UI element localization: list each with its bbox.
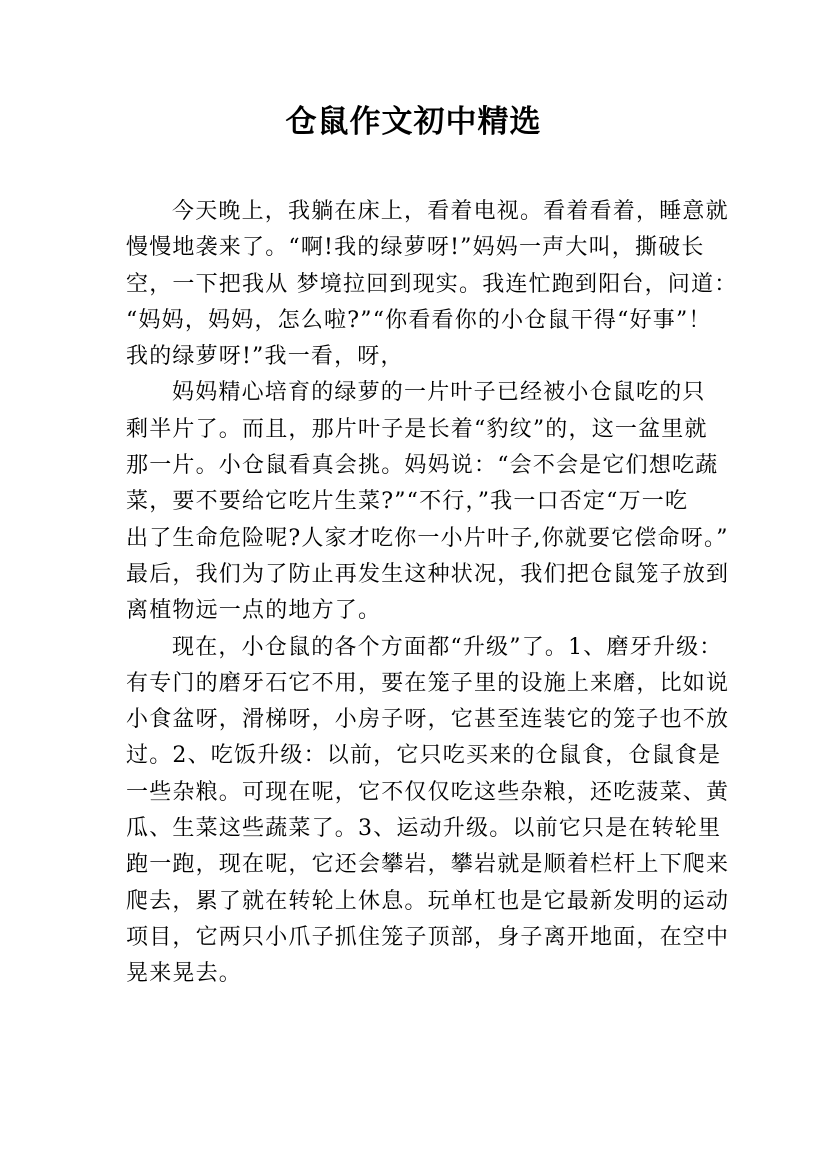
document-title: 仓鼠作文初中精选 (285, 104, 542, 140)
paragraph-line: 项目，它两只小爪子抓住笼子顶部，身子离开地面，在空中 (126, 924, 730, 950)
document-body (126, 194, 738, 993)
paragraph-line: 菜，要不要给它吃片生菜?”“不行，”我一口否定“万一吃 (126, 489, 689, 515)
paragraph-line: 过。2、吃饭升级：以前，它只吃买来的仓鼠食，仓鼠食是 (126, 743, 722, 769)
paragraph-line: 小食盆呀，滑梯呀，小房子呀，它甚至连装它的笼子也不放 (126, 707, 730, 733)
paragraph-line: 瓜、生菜这些蔬菜了。3、运动升级。以前它只是在转轮里 (126, 816, 722, 842)
paragraph-line: 最后，我们为了防止再发生这种状况，我们把仓鼠笼子放到 (126, 561, 730, 587)
paragraph-line: 晃来晃去。 (126, 961, 243, 987)
paragraph-line: 妈妈精心培育的绿萝的一片叶子已经被小仓鼠吃的只 (172, 380, 706, 406)
paragraph-line: 跑一跑，现在呢，它还会攀岩，攀岩就是顺着栏杆上下爬来 (126, 852, 730, 878)
paragraph-line: 现在，小仓鼠的各个方面都“升级”了。1、磨牙升级： (172, 634, 723, 660)
paragraph-line: 离植物远一点的地方了。 (126, 598, 382, 624)
paragraph-line: 剩半片了。而且，那片叶子是长着“豹纹”的，这一盆里就 (126, 416, 708, 442)
paragraph-line: 爬去，累了就在转轮上休息。玩单杠也是它最新发明的运动 (126, 888, 730, 914)
paragraph-line: “妈妈，妈妈，怎么啦?”“你看看你的小仓鼠干得“好事”！ (126, 307, 712, 333)
paragraph-line: 慢慢地袭来了。“啊!我的绿萝呀!”妈妈一声大叫，撕破长 (126, 235, 705, 261)
paragraph-line: 那一片。小仓鼠看真会挑。妈妈说：“会不会是它们想吃蔬 (126, 453, 719, 479)
paragraph-line: 出了生命危险呢?人家才吃你一小片叶子,你就要它偿命呀。” (126, 525, 729, 551)
paragraph-line: 空，一下把我从 梦境拉回到现实。我连忙跑到阳台，问道： (126, 271, 738, 297)
paragraph-line: 一些杂粮。可现在呢，它不仅仅吃这些杂粮，还吃菠菜、黄 (126, 779, 730, 805)
paragraph-line: 有专门的磨牙石它不用，要在笼子里的设施上来磨，比如说 (126, 670, 730, 696)
paragraph-line: 今天晚上，我躺在床上，看着电视。看着看着，睡意就 (172, 199, 729, 224)
paragraph-line: 我的绿萝呀!”我一看，呀， (126, 344, 404, 370)
